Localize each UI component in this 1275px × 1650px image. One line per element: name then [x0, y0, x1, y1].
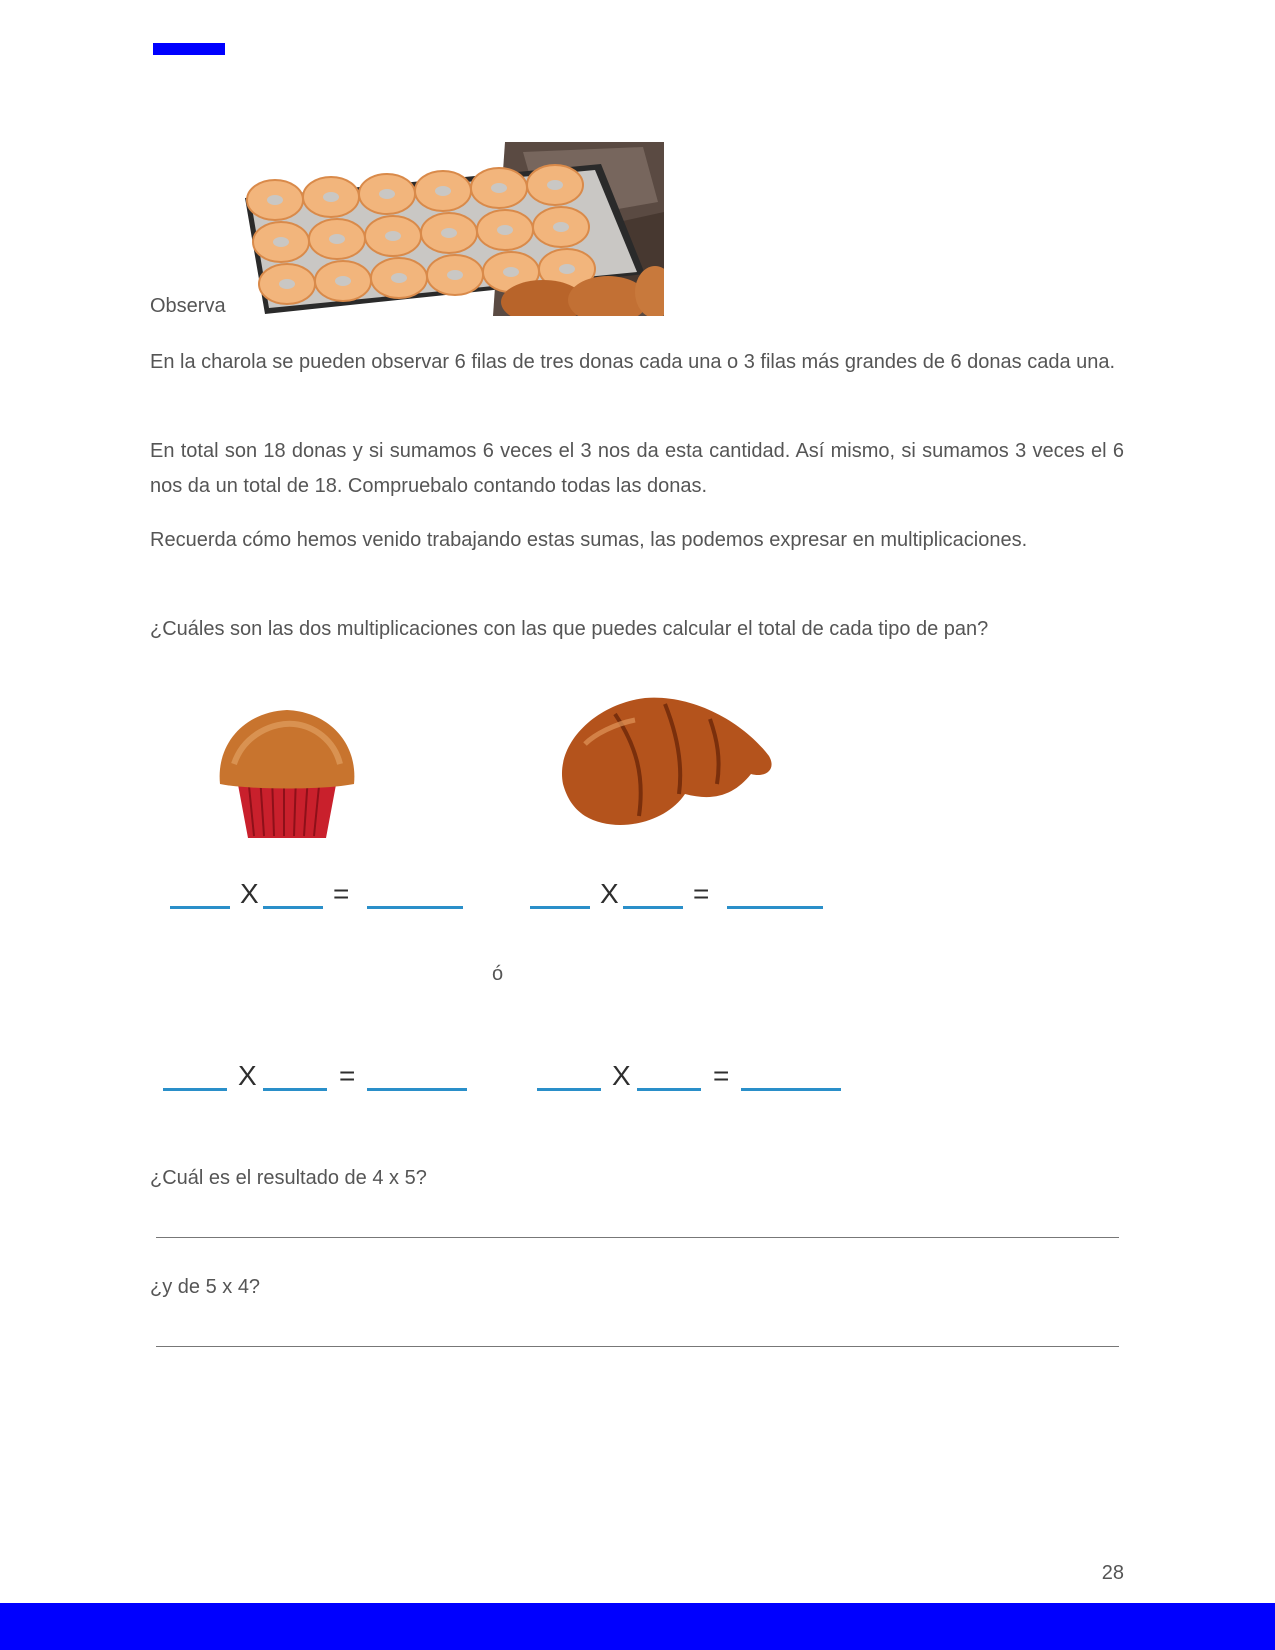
equals-sign: = [339, 1060, 356, 1091]
donut-tray-image [243, 142, 664, 316]
or-text: ó [492, 963, 504, 985]
factor-blank[interactable] [170, 906, 230, 909]
times-sign: X [238, 1060, 257, 1091]
equation-croissant-2 [537, 1057, 857, 1097]
croissant-image [555, 684, 777, 832]
factor-blank[interactable] [530, 906, 590, 909]
muffin-image [214, 704, 360, 842]
product-blank[interactable] [741, 1088, 841, 1091]
observe-section [150, 142, 710, 318]
equation-muffin-2 [163, 1057, 483, 1097]
factor-blank[interactable] [263, 1088, 327, 1091]
equals-sign: = [693, 878, 710, 909]
product-blank[interactable] [367, 906, 463, 909]
product-blank[interactable] [727, 906, 823, 909]
paragraph-total: En total son 18 donas y si sumamos 6 veces el 3 nos da esta cantidad. Así mismo, si sumamos 3 veces el 6 nos da un total de 18. Compruebalo contando todas las donas. [150, 440, 1124, 497]
equals-sign: = [333, 878, 350, 909]
factor-blank[interactable] [537, 1088, 601, 1091]
paragraph-question: ¿Cuáles son las dos multiplicaciones con las que puedes calcular el total de cada tipo de pan? [150, 618, 989, 640]
equation-croissant-1 [530, 875, 850, 915]
page-number: 28 [1101, 1562, 1124, 1584]
factor-blank[interactable] [263, 906, 323, 909]
answer-line-1[interactable] [156, 1237, 1119, 1238]
bottom-accent-bar [0, 1603, 1275, 1650]
observe-label: Observa [150, 295, 226, 317]
question-5x4: ¿y de 5 x 4? [150, 1276, 261, 1298]
times-sign: X [612, 1060, 631, 1091]
top-accent-bar [153, 43, 225, 55]
factor-blank[interactable] [637, 1088, 701, 1091]
question-4x5: ¿Cuál es el resultado de 4 x 5? [150, 1167, 427, 1189]
paragraph-recall: Recuerda cómo hemos venido trabajando estas sumas, las podemos expresar en multiplicaciones. [150, 529, 1028, 551]
times-sign: X [600, 878, 619, 909]
factor-blank[interactable] [163, 1088, 227, 1091]
equation-muffin-1 [170, 875, 490, 915]
answer-line-2[interactable] [156, 1346, 1119, 1347]
equals-sign: = [713, 1060, 730, 1091]
product-blank[interactable] [367, 1088, 467, 1091]
factor-blank[interactable] [623, 906, 683, 909]
paragraph-trays: En la charola se pueden observar 6 filas de tres donas cada una o 3 filas más grandes de 6 donas cada una. [150, 351, 1116, 373]
times-sign: X [240, 878, 259, 909]
